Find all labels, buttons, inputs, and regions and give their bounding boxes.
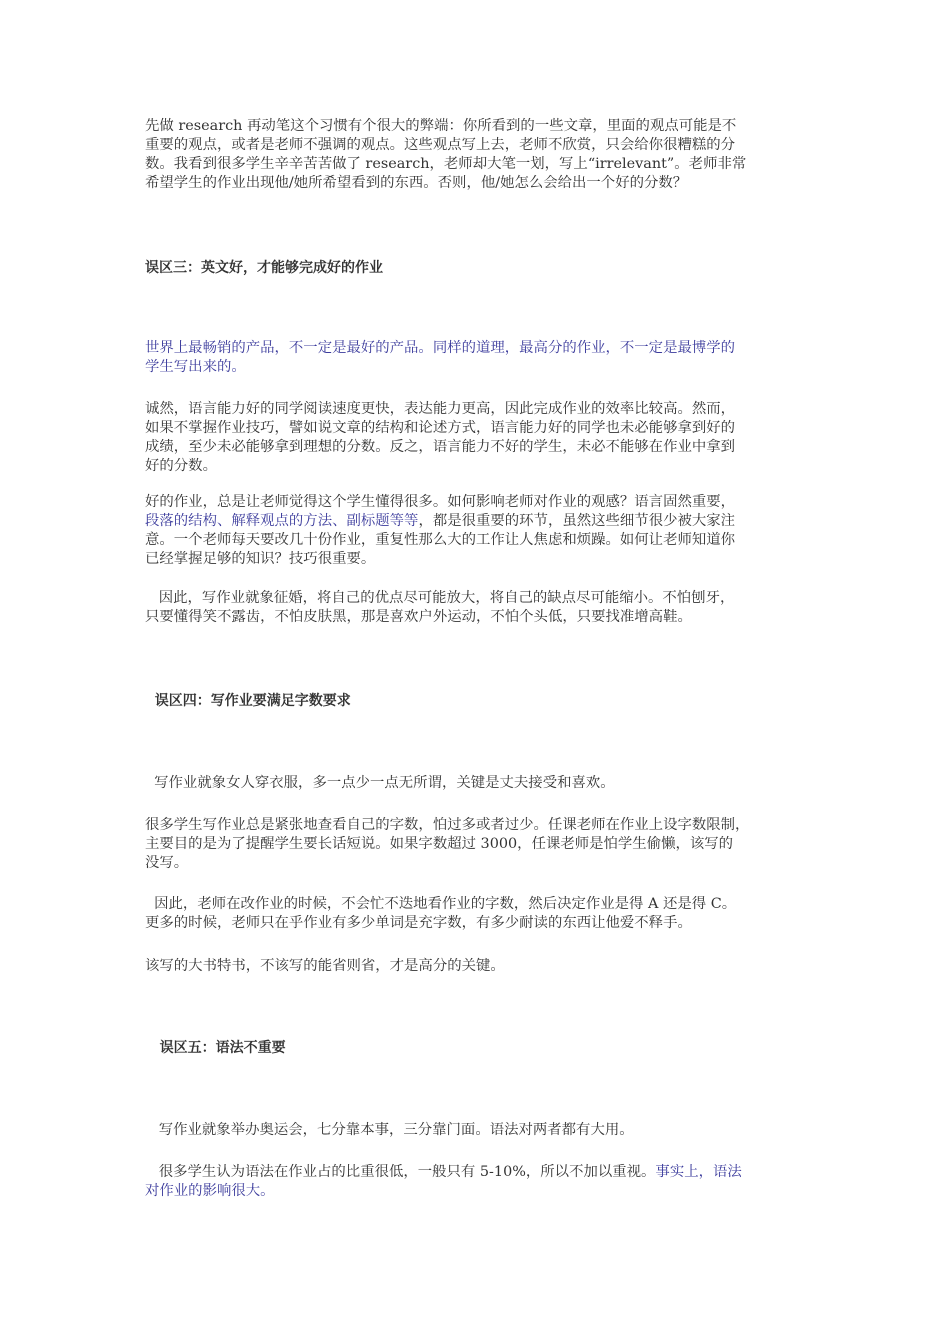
text-line: 只要懂得笑不露齿，不怕皮肤黑，那是喜欢户外运动，不怕个头低，只要找准增高鞋。 [145, 609, 692, 625]
text-line: 很多学生写作业总是紧张地查看自己的字数，怕过多或者过少。任课老师在作业上设字数限制， [145, 817, 750, 833]
quote-bestseller [145, 339, 810, 377]
text-line: 因此，老师在改作业的时候，不会忙不迭地看作业的字数，然后决定作业是得 A 还是得 C。 [145, 896, 737, 912]
text-line: 因此，写作业就象征婚，将自己的优点尽可能放大，将自己的缺点尽可能缩小。不怕刨牙， [145, 590, 735, 606]
text-line: 没写。 [145, 855, 189, 871]
text-line: 好的作业，总是让老师觉得这个学生懂得很多。如何影响老师对作业的观感？语言固然重要， [145, 494, 736, 510]
text-line: 好的分数。 [145, 458, 217, 474]
text-line: 数。我看到很多学生辛辛苦苦做了 research，老师却大笔一划，写上“irrelevant”。老师非常 [145, 156, 747, 172]
heading-myth-3 [145, 259, 810, 278]
paragraph-research-drawback [145, 117, 810, 193]
paragraph-marriage-analogy [145, 589, 810, 627]
text-line: 更多的时候，老师只在乎作业有多少单词是充字数，有多少耐读的东西让他爱不释手。 [145, 915, 692, 931]
paragraph-good-work [145, 493, 810, 569]
text-line: 很多学生认为语法在作业占的比重很低，一般只有 5-10%，所以不加以重视。 [145, 1164, 656, 1180]
heading-text: 误区四：写作业要满足字数要求 [145, 693, 351, 709]
paragraph-key-point [145, 957, 810, 976]
heading-myth-5 [145, 1039, 810, 1058]
highlighted-text: 对作业的影响很大。 [145, 1183, 275, 1199]
text-line: 已经掌握足够的知识？技巧很重要。 [145, 551, 376, 567]
highlighted-text: 事实上，语法 [655, 1164, 742, 1180]
heading-text: 误区三：英文好，才能够完成好的作业 [145, 260, 383, 276]
heading-text: 误区五：语法不重要 [145, 1040, 286, 1056]
text-line: 成绩，至少未必能够拿到理想的分数。反之，语言能力不好的学生，未必不能够在作业中拿到 [145, 439, 736, 455]
text-line: 重要的观点，或者是老师不强调的观点。这些观点写上去，老师不欣赏，只会给你很糟糕的分 [145, 137, 736, 153]
text-line: 写作业就象举办奥运会，七分靠本事，三分靠门面。语法对两者都有大用。 [145, 1122, 634, 1138]
text-line: 主要目的是为了提醒学生要长话短说。如果字数超过 3000，任课老师是怕学生偷懒，该写的 [145, 836, 734, 852]
text-line: 如果不掌握作业技巧，譬如说文章的结构和论述方式，语言能力好的同学也未必能够拿到好的 [145, 420, 736, 436]
heading-myth-4 [145, 692, 810, 711]
text-line: 写作业就象女人穿衣服，多一点少一点无所谓，关键是丈夫接受和喜欢。 [145, 775, 615, 791]
text-line: ，都是很重要的环节，虽然这些细节很少被大家注 [418, 513, 736, 529]
text-line: 意。一个老师每天要改几十份作业，重复性那么大的工作让人焦虑和烦躁。如何让老师知道你 [145, 532, 736, 548]
paragraph-word-count [145, 816, 810, 873]
highlighted-text: 段落的结构、解释观点的方法、副标题等等 [145, 513, 419, 529]
text-line: 希望学生的作业出现他/她所希望看到的东西。否则，他/她怎么会给出一个好的分数？ [145, 175, 688, 191]
paragraph-clothes-analogy [145, 774, 810, 793]
text-line: 世界上最畅销的产品，不一定是最好的产品。同样的道理，最高分的作业，不一定是最博学的 [145, 340, 736, 356]
paragraph-language-ability [145, 400, 810, 476]
text-line: 诚然，语言能力好的同学阅读速度更快，表达能力更高，因此完成作业的效率比较高。然而， [145, 401, 736, 417]
paragraph-grammar [145, 1163, 810, 1201]
text-line: 先做 research 再动笔这个习惯有个很大的弊端：你所看到的一些文章，里面的观点可能是不 [145, 118, 737, 134]
text-line: 该写的大书特书，不该写的能省则省，才是高分的关键。 [145, 958, 505, 974]
paragraph-olympics-analogy [145, 1121, 810, 1140]
paragraph-grading [145, 895, 810, 933]
text-line: 学生写出来的。 [145, 359, 246, 375]
